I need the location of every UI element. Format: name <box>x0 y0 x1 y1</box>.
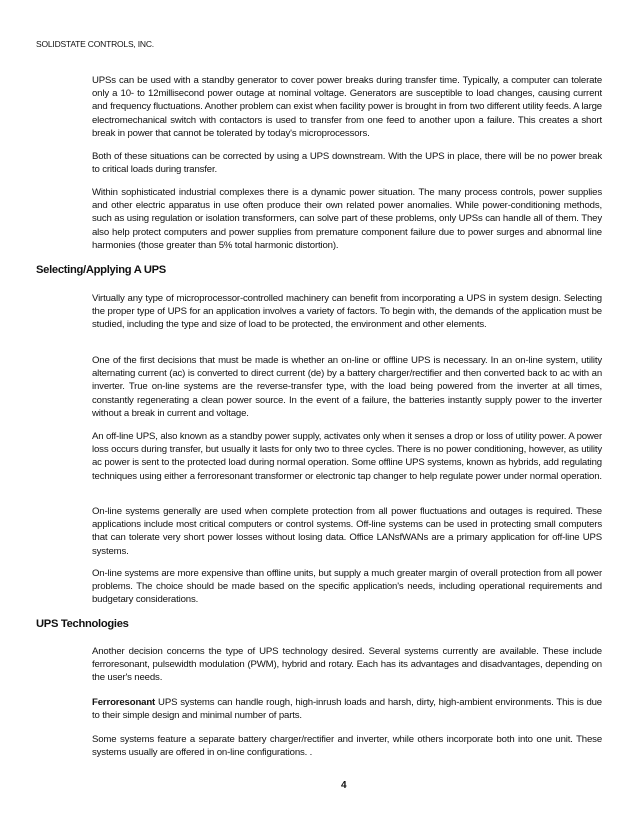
paragraph: Another decision concerns the type of UPS technology desired. Several systems currently are available. These include ferroresonant, pulsewidth modulation (PWM), hybrid and rotary. Each has its advantages and disadvantages, depending on the user's needs. <box>92 646 602 684</box>
paragraph: On-line systems are more expensive than offline units, but supply a much greater margin of overall protection from all power problems. The choice should be made based on the specific application's needs, including operational requirements and budgetary considerations. <box>92 568 602 606</box>
paragraph: On-line systems generally are used when complete protection from all power fluctuations and outages is required. These applications include most critical computers or control systems. Off-line systems can be used in protecting small computers that can tolerate very short power losses without losing data. Office LANsfWANs are a primary application for off-line UPS systems. <box>92 506 602 557</box>
page-number: 4 <box>341 780 347 791</box>
paragraph: Some systems feature a separate battery charger/rectifier and inverter, while others incorporate both into one unit. These systems usually are offered in on-line configurations. . <box>92 734 602 759</box>
section-heading: Selecting/Applying A UPS <box>36 264 166 276</box>
company-header: SOLIDSTATE CONTROLS, INC. <box>36 39 154 49</box>
section-heading: UPS Technologies <box>36 618 129 630</box>
paragraph: One of the first decisions that must be made is whether an on-line or offline UPS is necessary. In an on-line system, utility alternating current (ac) is converted to direct current (de) by a battery charger/rectifier and then converted back to ac with an inverter. True on-line systems are the reverse-transfer type, with the load being powered from the inverter at all times, constantly regenerating a clean power source. In the event of a failure, the batteries instantly supply power to the inverter without a break in current and voltage. <box>92 355 602 419</box>
paragraph: Within sophisticated industrial complexes there is a dynamic power situation. The many process controls, power supplies and other electric apparatus in use often produce their own related power anomalies. While power-conditioning methods, such as using regulation or isolation transformers, can solve part of these problems, only UPSs can handle all of them. They also help protect computers and power supplies from premature component failure due to power surges and abnormal line harmonies (those greater than 5% total harmonic distortion). <box>92 187 602 251</box>
paragraph-text: UPS systems can handle rough, high-inrush loads and harsh, dirty, high-ambient environments. This is due to their simple design and minimal number of parts. <box>92 697 602 722</box>
paragraph: Both of these situations can be corrected by using a UPS downstream. With the UPS in place, there will be no power break to critical loads during transfer. <box>92 151 602 176</box>
inline-term: Ferroresonant <box>92 697 156 708</box>
paragraph <box>92 696 602 722</box>
paragraph: Virtually any type of microprocessor-controlled machinery can benefit from incorporating a UPS in system design. Selecting the proper type of UPS for an application involves a variety of factors. To begin with, the demands of the application must be studied, including the type and size of load to be protected, the environment and other elements. <box>92 293 602 331</box>
paragraph: An off-line UPS, also known as a standby power supply, activates only when it senses a drop or loss of utility power. A power loss occurs during transfer, but usually it lasts for only two to three cycles. There is no power conditioning, however, as utility ac power is sent to the protected load during normal operation. Some offline UPS systems, known as hybrids, add regulating techniques using either a ferroresonant transformer or electronic tap changer to help regulate power under normal operation. <box>92 431 602 482</box>
paragraph: UPSs can be used with a standby generator to cover power breaks during transfer time. Typically, a computer can tolerate only a 10- to 12millisecond power outage at nominal voltage. Generators are susceptible to load changes, causing current and frequency fluctuations. Another problem can exist when facility power is brought in from two different utility feeds. A large electromechanical switch with contactors is used to transfer from one feed to another upon a failure. This creates a short break in power that cannot be tolerated by today's microprocessors. <box>92 75 602 139</box>
